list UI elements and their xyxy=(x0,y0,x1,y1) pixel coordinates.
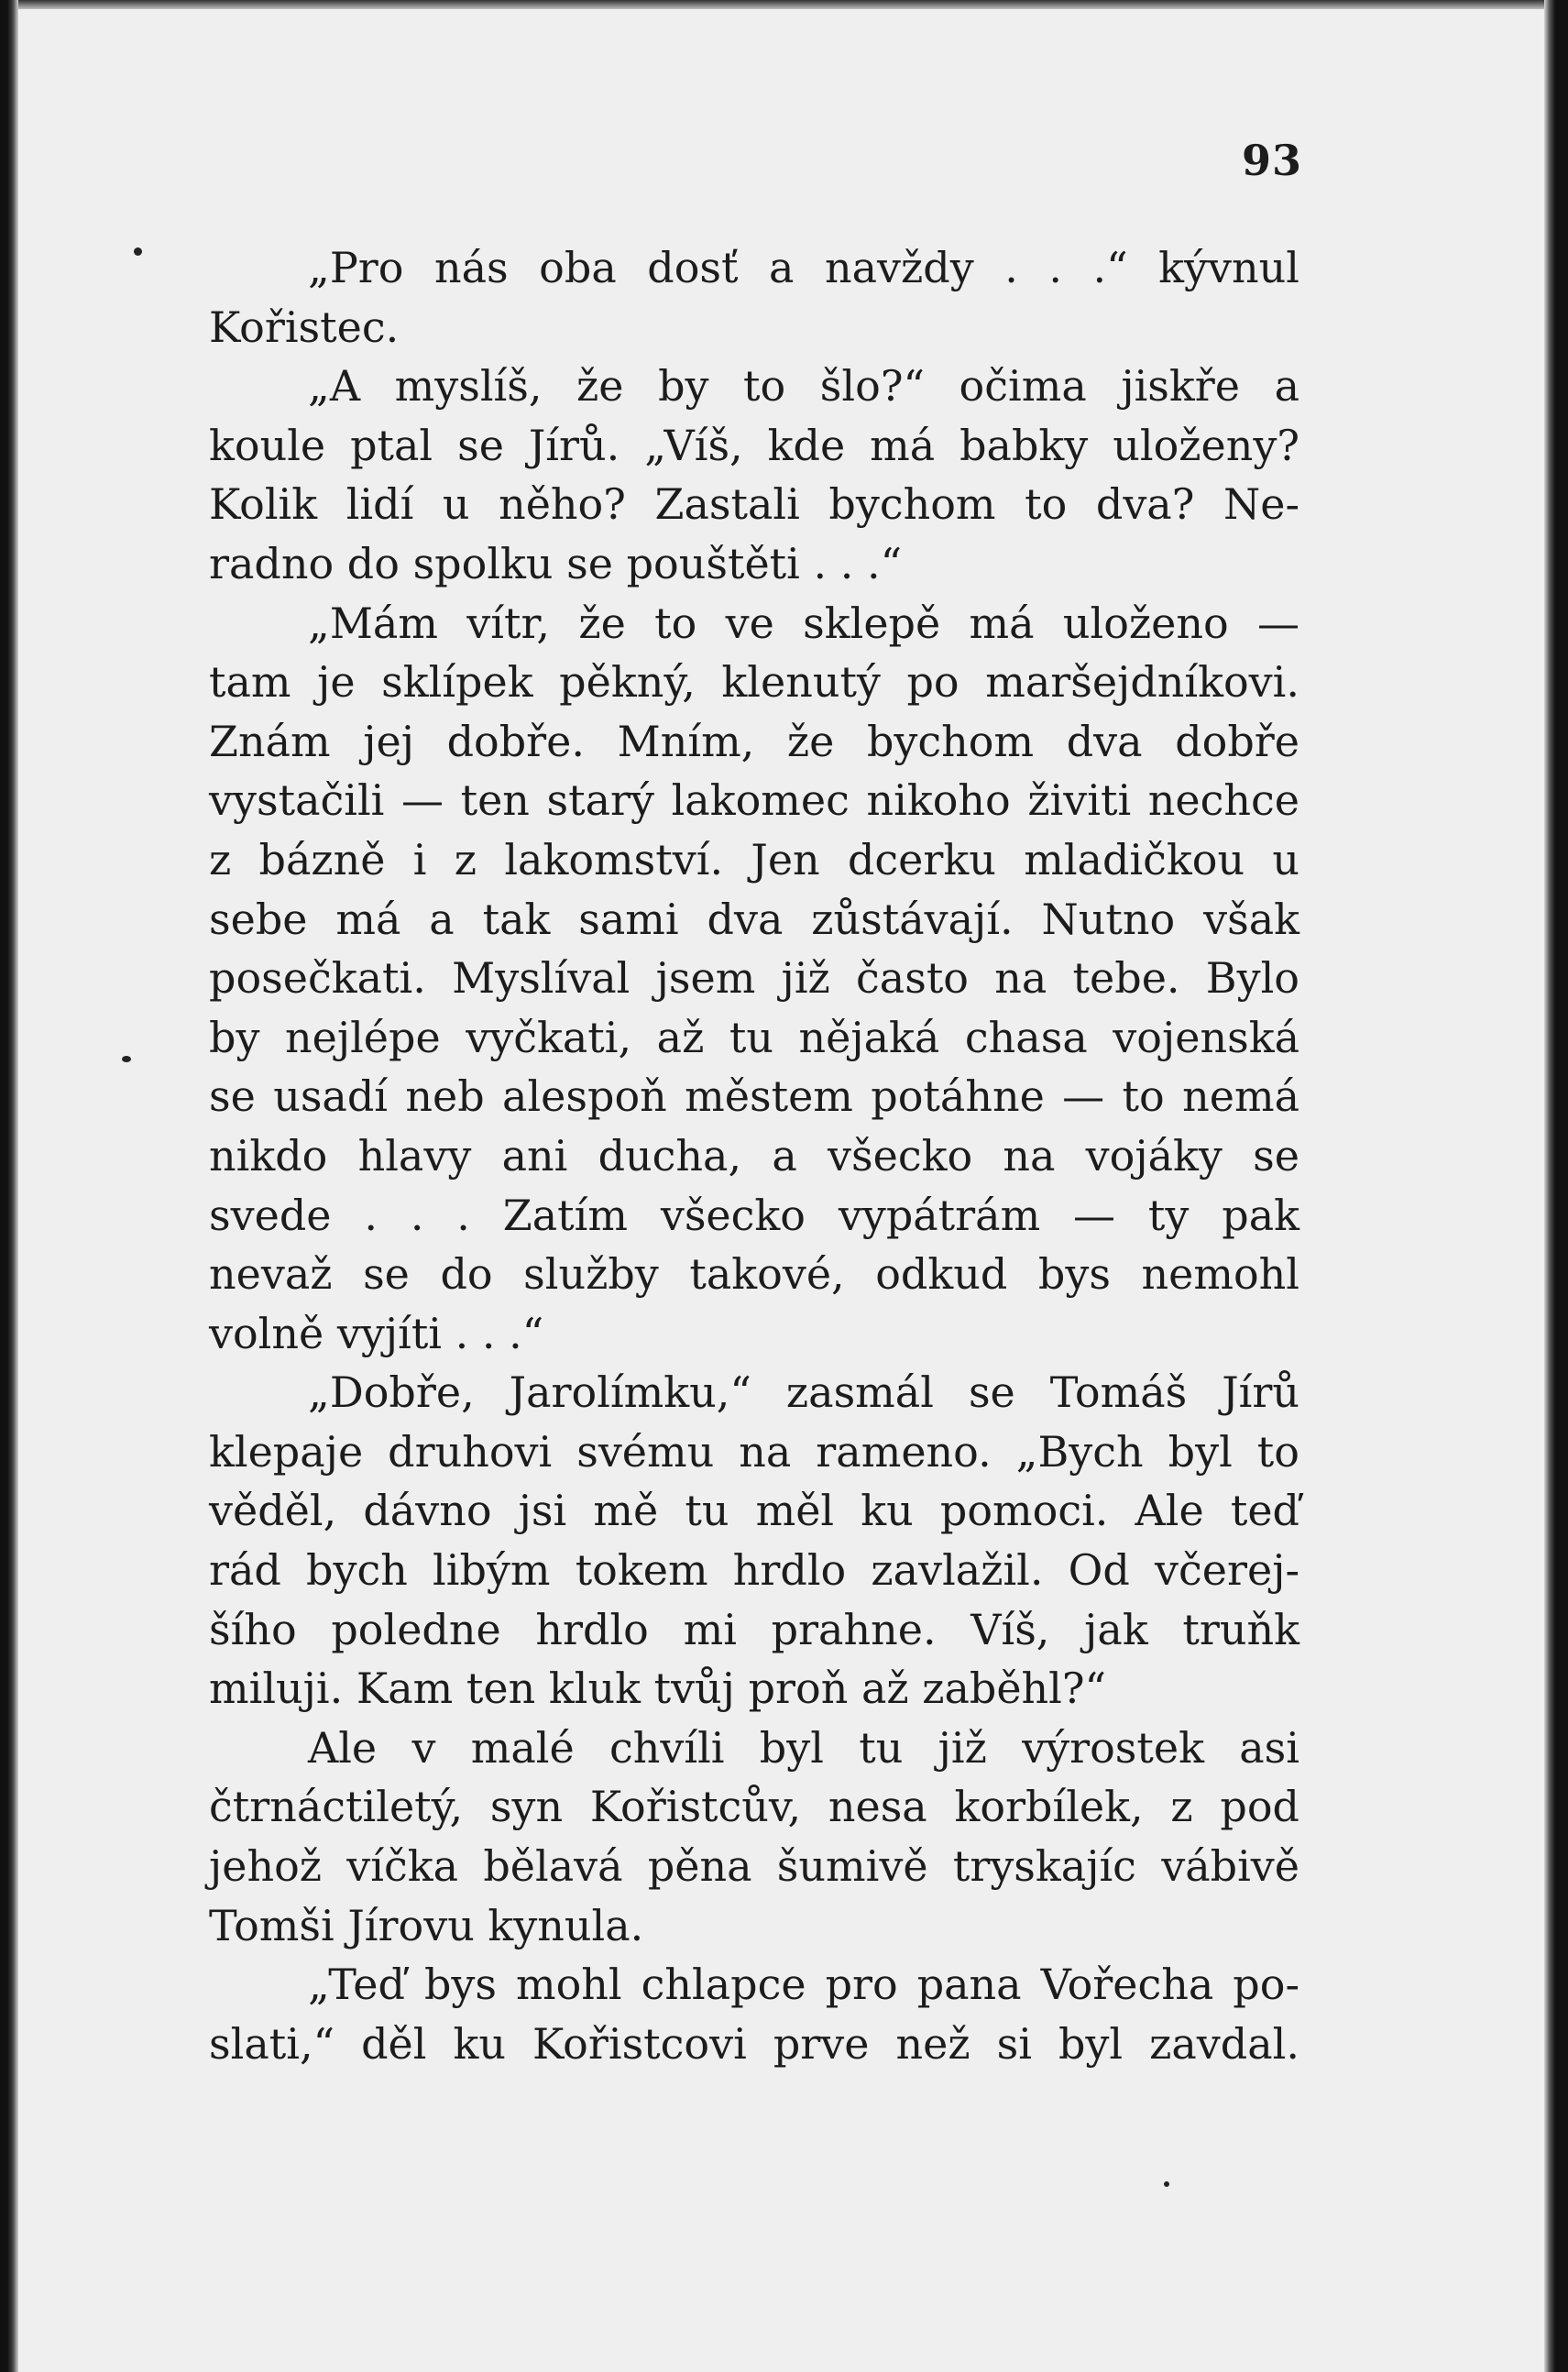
text-line: nevaž se do služby takové, odkud bys nemohl xyxy=(209,1249,1299,1300)
text-line: z bázně i z lakomství. Jen dcerku mladičkou u xyxy=(209,834,1299,884)
text-line: rád bych libým tokem hrdlo zavlažil. Od včerej- xyxy=(209,1545,1299,1596)
text-line: slati,“ děl ku Kořistcovi prve než si byl zavdal. xyxy=(209,2018,1299,2069)
body-text xyxy=(209,238,1299,2073)
scan-edge-right xyxy=(1544,0,1568,2372)
page-number: 93 xyxy=(1241,136,1302,185)
text-line: tam je sklípek pěkný, klenutý po maršejdníkovi. xyxy=(209,657,1299,708)
text-line: „A myslíš, že by to šlo?“ očima jiskře a xyxy=(308,361,1299,412)
text-line: jehož víčka bělavá pěna šumivě tryskajíc vábivě xyxy=(209,1841,1299,1892)
text-line: Kořistec. xyxy=(209,302,400,352)
text-line: svede . . . Zatím všecko vypátrám — ty pak xyxy=(209,1190,1299,1240)
text-line: miluji. Kam ten kluk tvůj proň až zaběhl?“ xyxy=(209,1664,1107,1714)
text-line: věděl, dávno jsi mě tu měl ku pomoci. Ale teď xyxy=(209,1486,1299,1536)
text-line: koule ptal se Jírů. „Víš, kde má babky uloženy? xyxy=(209,420,1299,470)
text-line: Tomši Jírovu kynula. xyxy=(209,1900,644,1950)
text-line: „Pro nás oba dosť a navždy . . .“ kývnul xyxy=(308,243,1299,292)
text-line: „Teď bys mohl chlapce pro pana Vořecha po- xyxy=(308,1960,1299,2010)
ink-speck xyxy=(122,1056,131,1062)
text-line: šího poledne hrdlo mi prahne. Víš, jak truňk xyxy=(209,1604,1299,1654)
text-line: „Mám vítr, že to ve sklepě má uloženo — xyxy=(308,598,1299,648)
text-line: Znám jej dobře. Mním, že bychom dva dobře xyxy=(209,716,1299,766)
ink-speck xyxy=(134,247,142,256)
text-line: sebe má a tak sami dva zůstávají. Nutno však xyxy=(209,894,1299,944)
text-line: čtrnáctiletý, syn Kořistcův, nesa korbílek, z pod xyxy=(209,1782,1299,1832)
text-line: by nejlépe vyčkati, až tu nějaká chasa vojenská xyxy=(209,1012,1299,1062)
text-line: posečkati. Myslíval jsem již často na tebe. Bylo xyxy=(209,953,1299,1004)
scan-edge-top xyxy=(0,0,1568,9)
text-line: „Dobře, Jarolímku,“ zasmál se Tomáš Jírů xyxy=(308,1367,1299,1418)
ink-speck xyxy=(1164,2181,1169,2187)
text-line: klepaje druhovi svému na rameno. „Bych byl to xyxy=(209,1426,1299,1477)
text-line: nikdo hlavy ani ducha, a všecko na vojáky se xyxy=(209,1130,1299,1181)
text-line: volně vyjíti . . .“ xyxy=(209,1308,544,1358)
text-line: Ale v malé chvíli byl tu již výrostek asi xyxy=(308,1722,1299,1773)
text-line: vystačili — ten starý lakomec nikoho živiti nechce xyxy=(209,775,1299,826)
scan-edge-left xyxy=(0,0,18,2372)
text-line: Kolik lidí u něho? Zastali bychom to dva? Ne- xyxy=(209,479,1299,530)
text-line: radno do spolku se pouštěti . . .“ xyxy=(209,538,903,588)
text-line: se usadí neb alespoň městem potáhne — to nemá xyxy=(209,1071,1299,1122)
